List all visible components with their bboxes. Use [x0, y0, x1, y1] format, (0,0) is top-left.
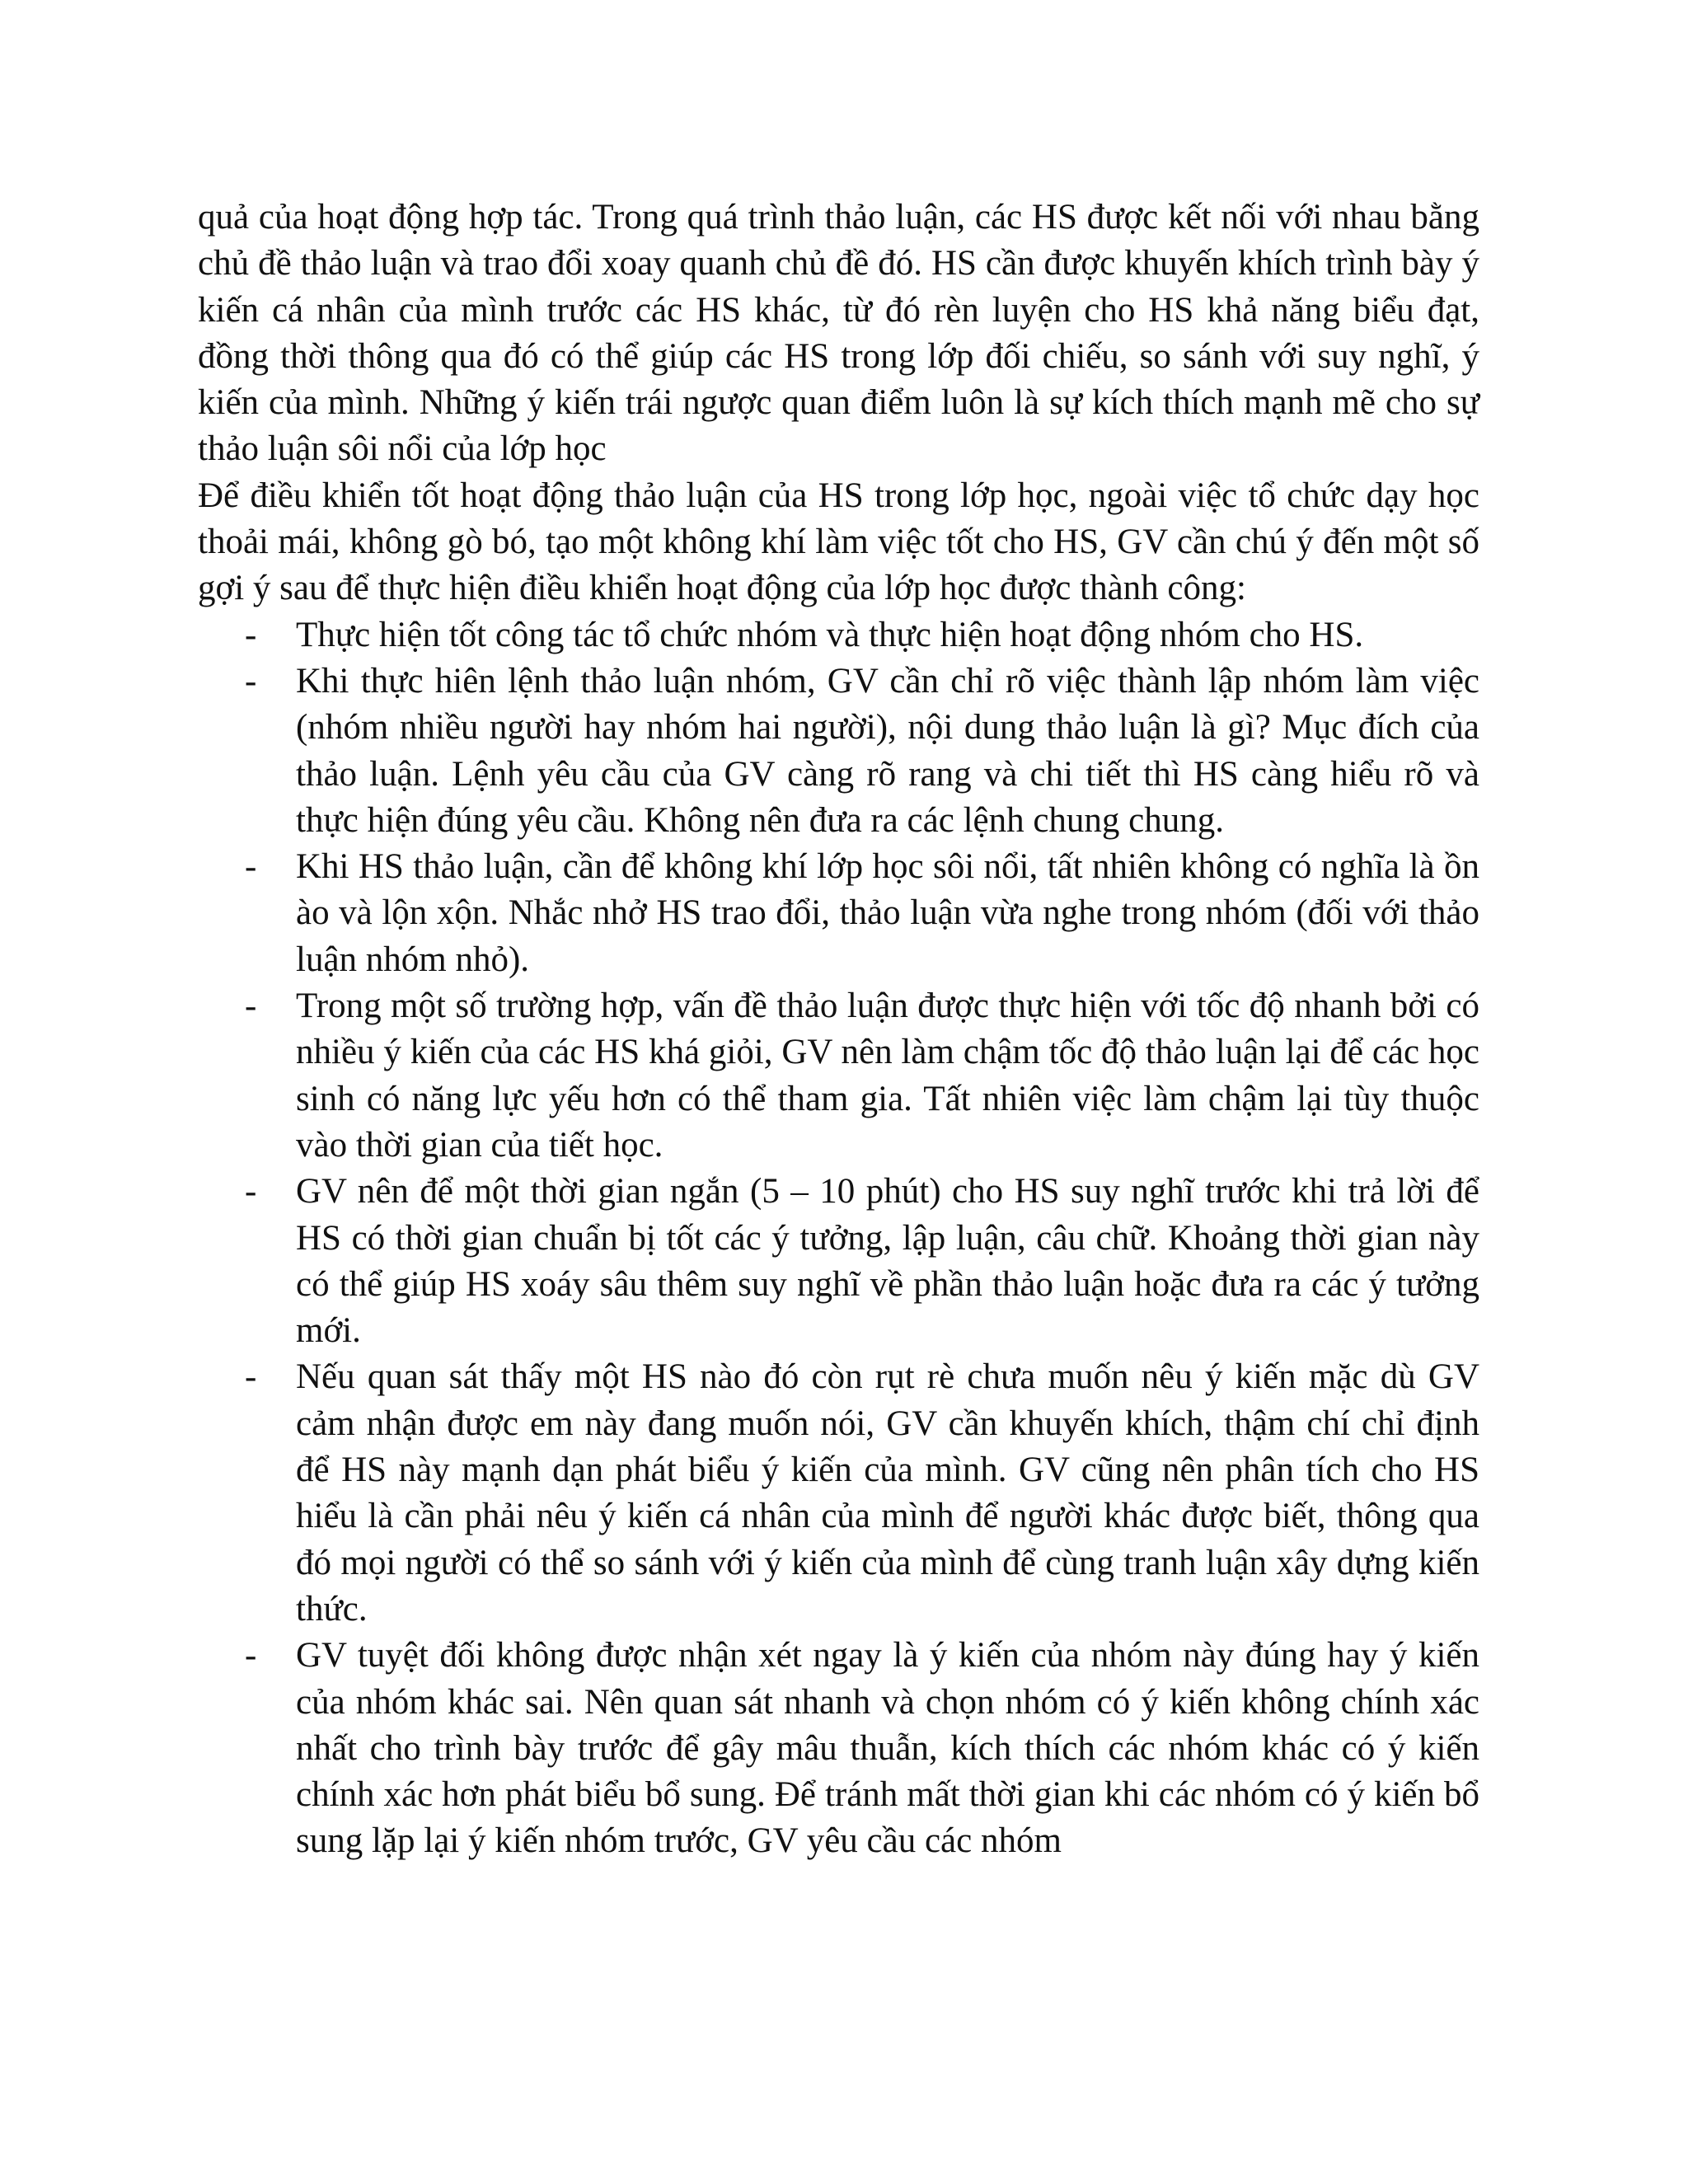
list-item — [198, 983, 1479, 1169]
bullet-dash: - — [245, 987, 257, 1026]
suggestion-list — [198, 612, 1479, 1865]
list-item-text: GV nên để một thời gian ngắn (5 – 10 phút) cho HS suy nghĩ trước khi trả lời để HS có thời gian chuẩn bị tốt các ý tưởng, lập luận, câu chữ. Khoảng thời gian này có thể giúp HS xoáy sâu thêm suy nghĩ về phần thảo luận hoặc đưa ra các ý tưởng mới. — [296, 1172, 1479, 1351]
bullet-dash: - — [245, 661, 257, 701]
bullet-dash: - — [245, 1357, 257, 1397]
list-item-text: Trong một số trường hợp, vấn đề thảo luận được thực hiện với tốc độ nhanh bởi có nhiều ý kiến của các HS khá giỏi, GV nên làm chậm tốc độ thảo luận lại để các học sinh có năng lực yếu hơn có thể tham gia. Tất nhiên việc làm chậm lại tùy thuộc vào thời gian của tiết học. — [296, 987, 1479, 1165]
list-item-text: Khi HS thảo luận, cần để không khí lớp học sôi nổi, tất nhiên không có nghĩa là ồn ào và lộn xộn. Nhắc nhở HS trao đổi, thảo luận vừa nghe trong nhóm (đối với thảo luận nhóm nhỏ). — [296, 847, 1479, 979]
list-item — [198, 1169, 1479, 1354]
list-item — [198, 844, 1479, 983]
document-body — [198, 194, 1479, 1865]
bullet-dash: - — [245, 615, 257, 654]
bullet-dash: - — [245, 1636, 257, 1675]
bullet-dash: - — [245, 1172, 257, 1212]
list-item — [198, 658, 1479, 844]
list-item — [198, 1633, 1479, 1864]
list-item — [198, 612, 1479, 658]
bullet-dash: - — [245, 847, 257, 887]
list-item-text: Nếu quan sát thấy một HS nào đó còn rụt rè chưa muốn nêu ý kiến mặc dù GV cảm nhận được em này đang muốn nói, GV cần khuyến khích, thậm chí chỉ định để HS này mạnh dạn phát biểu ý kiến của mình. GV cũng nên phân tích cho HS hiểu là cần phải nêu ý kiến cá nhân của mình để người khác được biết, thông qua đó mọi người có thể so sánh với ý kiến của mình để cùng tranh luận xây dựng kiến thức. — [296, 1357, 1479, 1629]
list-item — [198, 1354, 1479, 1633]
paragraph: quả của hoạt động hợp tác. Trong quá trình thảo luận, các HS được kết nối với nhau bằng chủ đề thảo luận và trao đổi xoay quanh chủ đề đó. HS cần được khuyến khích trình bày ý kiến cá nhân của mình trước các HS khác, từ đó rèn luyện cho HS khả năng biểu đạt, đồng thời thông qua đó có thể giúp các HS trong lớp đối chiếu, so sánh với suy nghĩ, ý kiến của mình. Những ý kiến trái ngược quan điểm luôn là sự kích thích mạnh mẽ cho sự thảo luận sôi nổi của lớp học — [198, 198, 1479, 469]
list-item-text: Khi thực hiên lệnh thảo luận nhóm, GV cần chỉ rõ việc thành lập nhóm làm việc (nhóm nhiều người hay nhóm hai người), nội dung thảo luận là gì? Mục đích của thảo luận. Lệnh yêu cầu của GV càng rõ rang và chi tiết thì HS càng hiểu rõ và thực hiện đúng yêu cầu. Không nên đưa ra các lệnh chung chung. — [296, 661, 1479, 840]
paragraph: Để điều khiển tốt hoạt động thảo luận của HS trong lớp học, ngoài việc tổ chức dạy học thoải mái, không gò bó, tạo một không khí làm việc tốt cho HS, GV cần chú ý đến một số gợi ý sau để thực hiện điều khiển hoạt động của lớp học được thành công: — [198, 476, 1479, 608]
list-item-text: Thực hiện tốt công tác tổ chức nhóm và thực hiện hoạt động nhóm cho HS. — [296, 615, 1364, 654]
list-item-text: GV tuyệt đối không được nhận xét ngay là ý kiến của nhóm này đúng hay ý kiến của nhóm khác sai. Nên quan sát nhanh và chọn nhóm có ý kiến không chính xác nhất cho trình bày trước để gây mâu thuẫn, kích thích các nhóm khác có ý kiến chính xác hơn phát biểu bổ sung. Để tránh mất thời gian khi các nhóm có ý kiến bổ sung lặp lại ý kiến nhóm trước, GV yêu cầu các nhóm — [296, 1636, 1479, 1861]
